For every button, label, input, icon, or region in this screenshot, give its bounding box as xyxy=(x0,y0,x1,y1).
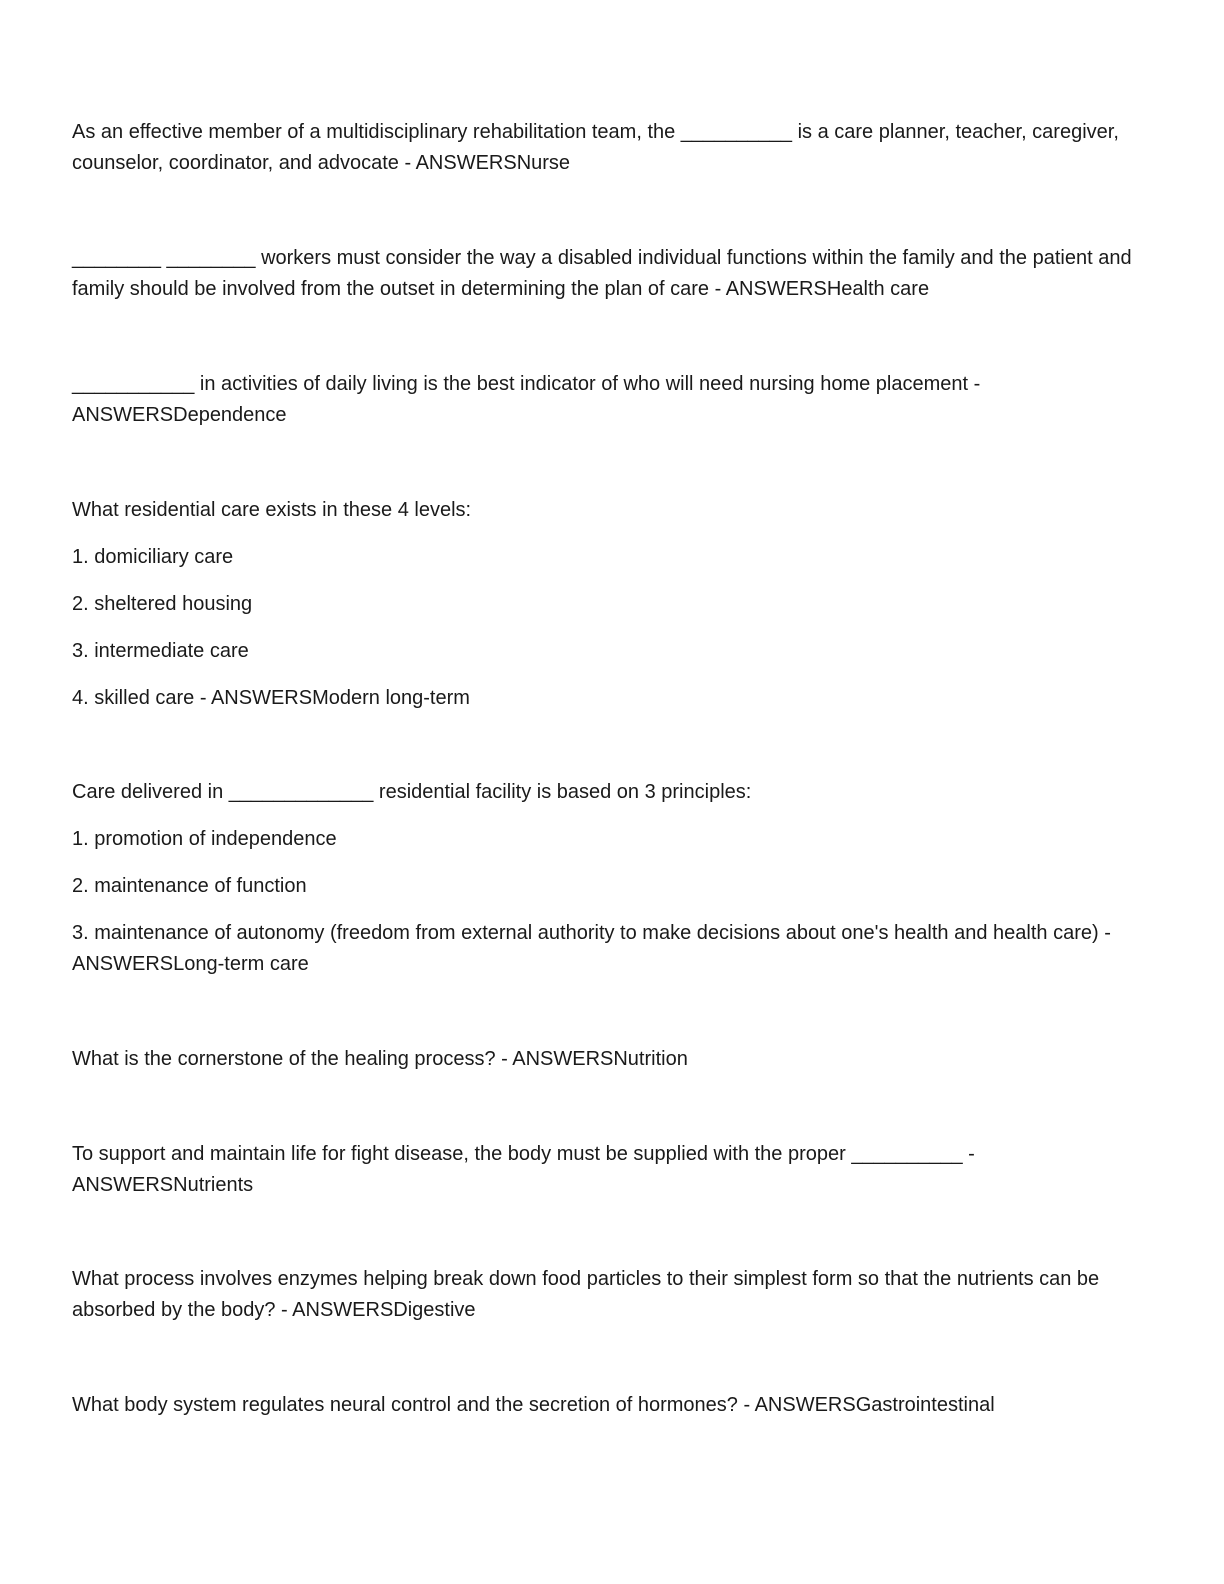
list-item: 1. domiciliary care xyxy=(72,546,234,568)
qa-text: What process involves enzymes helping break down food particles to their simplest form so that the nutrients can be absorbed by the body? - ANSWERSDigestive xyxy=(72,1268,1105,1321)
qa-text: What is the cornerstone of the healing process? - ANSWERSNutrition xyxy=(72,1048,688,1070)
qa-text: ___________ in activities of daily living is the best indicator of who will need nursing home placement - ANSWERSDependence xyxy=(72,373,985,426)
list-item: 4. skilled care - ANSWERSModern long-term xyxy=(72,687,470,709)
qa-item-8 xyxy=(72,1264,1147,1326)
qa-item-2 xyxy=(72,243,1147,305)
qa-item-3 xyxy=(72,369,1147,431)
list-item: 3. intermediate care xyxy=(72,640,249,662)
qa-intro: Care delivered in _____________ residential facility is based on 3 principles: xyxy=(72,781,752,803)
qa-text: What body system regulates neural control and the secretion of hormones? - ANSWERSGastrointestinal xyxy=(72,1394,995,1416)
qa-item-6 xyxy=(72,1044,1147,1075)
qa-text: As an effective member of a multidisciplinary rehabilitation team, the __________ is a care planner, teacher, caregiver, counselor, coordinator, and advocate - ANSWERSNurse xyxy=(72,121,1125,174)
qa-item-7 xyxy=(72,1139,1147,1201)
qa-intro: What residential care exists in these 4 levels: xyxy=(72,499,472,521)
list-item: 1. promotion of independence xyxy=(72,828,337,850)
qa-item-5 xyxy=(72,777,1147,980)
list-item: 2. maintenance of function xyxy=(72,875,307,897)
qa-text: To support and maintain life for fight disease, the body must be supplied with the proper __________ - ANSWERSNutrients xyxy=(72,1143,980,1196)
qa-item-9 xyxy=(72,1390,1147,1421)
list-item: 3. maintenance of autonomy (freedom from external authority to make decisions about one's health and health care) - ANSWERSLong-term care xyxy=(72,922,1116,975)
qa-item-1 xyxy=(72,117,1147,179)
qa-text: ________ ________ workers must consider the way a disabled individual functions within the family and the patient and family should be involved from the outset in determining the plan of care - ANSWERSHealth care xyxy=(72,247,1138,300)
list-item: 2. sheltered housing xyxy=(72,593,253,615)
qa-item-4 xyxy=(72,495,1147,714)
